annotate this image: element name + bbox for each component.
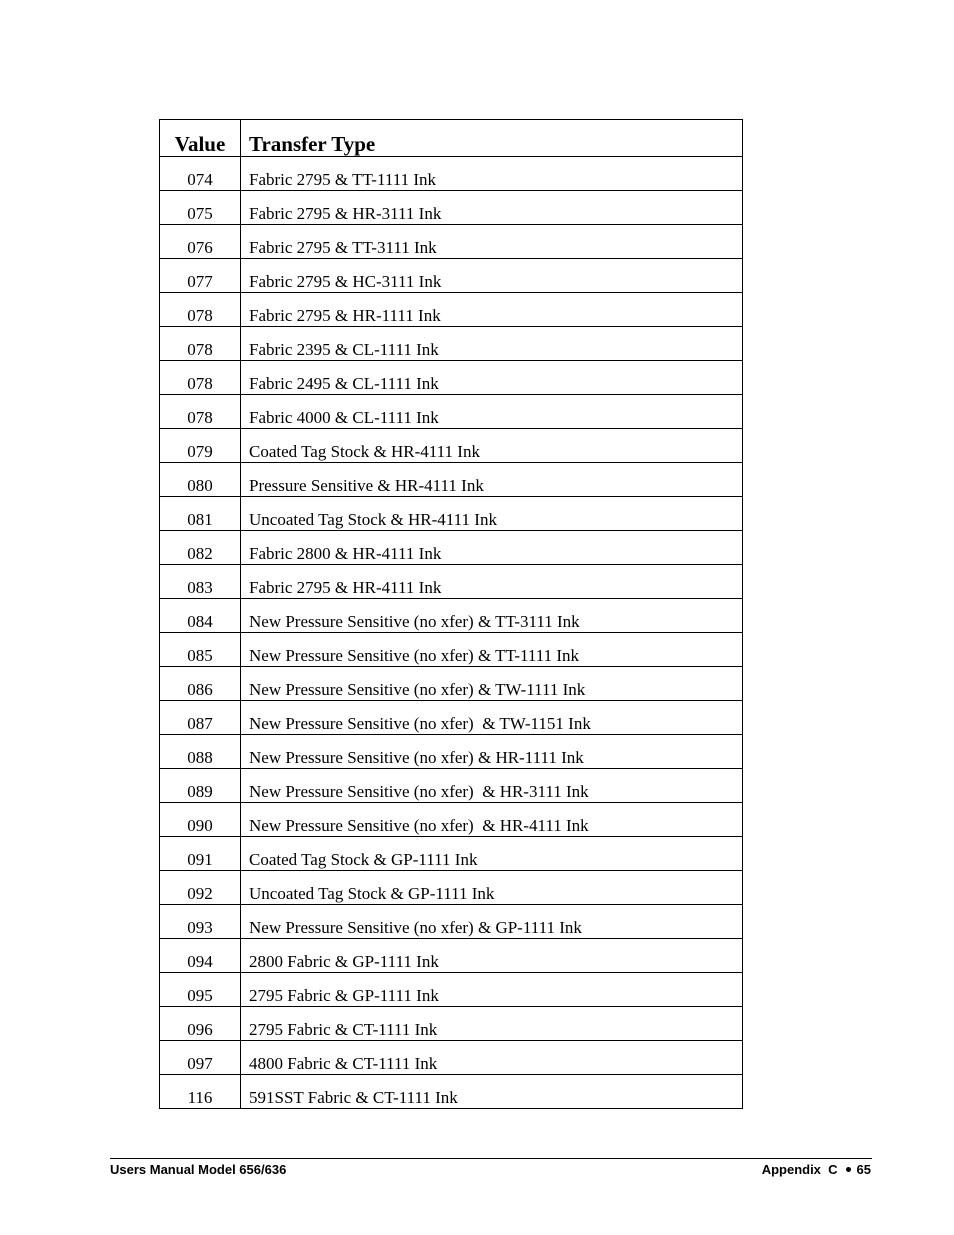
value-cell: 088	[160, 735, 241, 769]
table-row	[160, 667, 743, 701]
table-row	[160, 497, 743, 531]
value-cell: 086	[160, 667, 241, 701]
table-row	[160, 905, 743, 939]
table-row	[160, 259, 743, 293]
value-cell: 083	[160, 565, 241, 599]
transfer-type-cell: New Pressure Sensitive (no xfer) & GP-1111 Ink	[241, 905, 743, 939]
table-row	[160, 327, 743, 361]
transfer-type-cell: Fabric 2795 & HR-4111 Ink	[241, 565, 743, 599]
value-cell: 081	[160, 497, 241, 531]
bullet-icon	[846, 1167, 851, 1172]
table-row	[160, 1041, 743, 1075]
value-cell: 092	[160, 871, 241, 905]
table-row	[160, 599, 743, 633]
table-row	[160, 1007, 743, 1041]
value-cell: 091	[160, 837, 241, 871]
transfer-type-cell: Fabric 4000 & CL-1111 Ink	[241, 395, 743, 429]
transfer-type-cell: Fabric 2795 & HR-1111 Ink	[241, 293, 743, 327]
transfer-type-cell: Fabric 2495 & CL-1111 Ink	[241, 361, 743, 395]
transfer-type-cell: Fabric 2795 & TT-1111 Ink	[241, 157, 743, 191]
transfer-type-cell: New Pressure Sensitive (no xfer) & TT-1111 Ink	[241, 633, 743, 667]
transfer-type-cell: New Pressure Sensitive (no xfer) & HR-4111 Ink	[241, 803, 743, 837]
table-row	[160, 701, 743, 735]
value-cell: 074	[160, 157, 241, 191]
table-row	[160, 293, 743, 327]
value-cell: 078	[160, 395, 241, 429]
table-row	[160, 225, 743, 259]
value-cell: 095	[160, 973, 241, 1007]
footer-divider	[110, 1158, 872, 1159]
table-row	[160, 395, 743, 429]
value-cell: 087	[160, 701, 241, 735]
footer-manual-title: Users Manual Model 656/636	[110, 1162, 287, 1177]
value-column-header: Value	[160, 120, 241, 157]
value-cell: 097	[160, 1041, 241, 1075]
value-cell: 079	[160, 429, 241, 463]
transfer-type-cell: New Pressure Sensitive (no xfer) & HR-3111 Ink	[241, 769, 743, 803]
table-row	[160, 191, 743, 225]
transfer-type-cell: Fabric 2800 & HR-4111 Ink	[241, 531, 743, 565]
transfer-type-cell: 591SST Fabric & CT-1111 Ink	[241, 1075, 743, 1109]
table-row	[160, 939, 743, 973]
transfer-type-cell: Pressure Sensitive & HR-4111 Ink	[241, 463, 743, 497]
transfer-type-table	[159, 119, 743, 1109]
value-cell: 084	[160, 599, 241, 633]
footer-page-info	[762, 1162, 871, 1178]
table-row	[160, 1075, 743, 1109]
footer-section: Appendix C	[761, 1162, 838, 1177]
table-header-row	[160, 120, 743, 157]
table-row	[160, 361, 743, 395]
transfer-type-cell: Fabric 2395 & CL-1111 Ink	[241, 327, 743, 361]
value-cell: 093	[160, 905, 241, 939]
transfer-type-cell: New Pressure Sensitive (no xfer) & TW-1111 Ink	[241, 667, 743, 701]
transfer-type-cell: Coated Tag Stock & HR-4111 Ink	[241, 429, 743, 463]
table-row	[160, 735, 743, 769]
table-row	[160, 531, 743, 565]
transfer-type-cell: 2795 Fabric & GP-1111 Ink	[241, 973, 743, 1007]
table-body	[160, 157, 743, 1109]
transfer-type-cell: Fabric 2795 & HR-3111 Ink	[241, 191, 743, 225]
transfer-type-cell: Fabric 2795 & TT-3111 Ink	[241, 225, 743, 259]
transfer-type-cell: Uncoated Tag Stock & HR-4111 Ink	[241, 497, 743, 531]
value-cell: 094	[160, 939, 241, 973]
value-cell: 078	[160, 327, 241, 361]
value-cell: 116	[160, 1075, 241, 1109]
table-row	[160, 565, 743, 599]
table-row	[160, 973, 743, 1007]
transfer-type-cell: Uncoated Tag Stock & GP-1111 Ink	[241, 871, 743, 905]
value-cell: 076	[160, 225, 241, 259]
table-row	[160, 463, 743, 497]
table-row	[160, 769, 743, 803]
table-row	[160, 429, 743, 463]
transfer-type-cell: 2795 Fabric & CT-1111 Ink	[241, 1007, 743, 1041]
value-cell: 085	[160, 633, 241, 667]
table-row	[160, 633, 743, 667]
transfer-type-column-header: Transfer Type	[241, 120, 743, 157]
transfer-type-cell: Coated Tag Stock & GP-1111 Ink	[241, 837, 743, 871]
transfer-type-cell: New Pressure Sensitive (no xfer) & HR-1111 Ink	[241, 735, 743, 769]
transfer-type-cell: 2800 Fabric & GP-1111 Ink	[241, 939, 743, 973]
value-cell: 078	[160, 361, 241, 395]
transfer-type-cell: 4800 Fabric & CT-1111 Ink	[241, 1041, 743, 1075]
table-row	[160, 803, 743, 837]
table-row	[160, 837, 743, 871]
table-row	[160, 871, 743, 905]
value-cell: 078	[160, 293, 241, 327]
value-cell: 089	[160, 769, 241, 803]
value-cell: 075	[160, 191, 241, 225]
footer-page-number: 65	[856, 1162, 871, 1177]
transfer-type-cell: New Pressure Sensitive (no xfer) & TW-1151 Ink	[241, 701, 743, 735]
value-cell: 077	[160, 259, 241, 293]
value-cell: 082	[160, 531, 241, 565]
value-cell: 096	[160, 1007, 241, 1041]
value-cell: 080	[160, 463, 241, 497]
transfer-type-cell: Fabric 2795 & HC-3111 Ink	[241, 259, 743, 293]
value-cell: 090	[160, 803, 241, 837]
transfer-type-cell: New Pressure Sensitive (no xfer) & TT-3111 Ink	[241, 599, 743, 633]
table-row	[160, 157, 743, 191]
